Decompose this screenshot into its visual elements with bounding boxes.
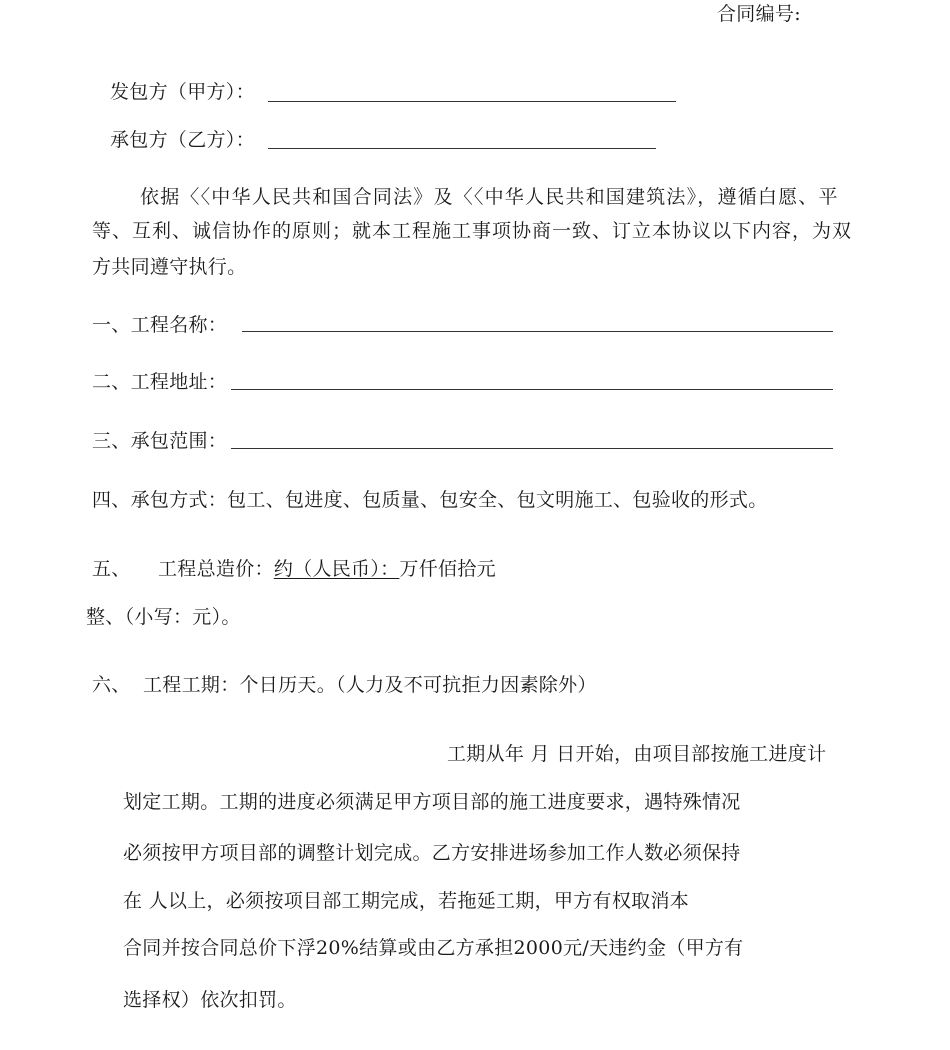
- party-a-blank-line: [268, 101, 676, 102]
- period-line-6: 选择权）依次扣罚。: [123, 989, 297, 1011]
- party-a-label: 发包方（甲方）：: [110, 81, 255, 103]
- intro-line-1: 依据〈〈中华人民共和国合同法》及〈〈中华人民共和国建筑法》，遵循白愿、平: [140, 186, 839, 208]
- project-name-label: 一、工程名称：: [92, 314, 228, 336]
- total-cost-line-2: 整、（小写：元）。: [86, 606, 241, 628]
- contract-scope-label: 三、承包范围：: [92, 430, 228, 452]
- contract-scope-blank-line: [231, 448, 833, 449]
- total-cost-line: [158, 557, 496, 581]
- party-b-label: 承包方（乙方）：: [110, 129, 255, 151]
- intro-line-2: 等、互利、诚信协作的原则；就本工程施工事项协商一致、订立本协议以下内容，为双: [92, 220, 853, 242]
- project-name-blank-line: [242, 331, 833, 332]
- contract-method-text: 四、承包方式：包工、包进度、包质量、包安全、包文明施工、包验收的形式。: [92, 489, 768, 511]
- project-address-blank-line: [231, 389, 833, 390]
- period-line-3: 必须按甲方项目部的调整计划完成。乙方安排进场参加工作人数必须保持: [123, 842, 741, 864]
- duration-text: 工程工期：个日历天。（人力及不可抗拒力因素除外）: [143, 674, 597, 696]
- item-6-number: 六、: [92, 674, 131, 696]
- total-cost-label: 工程总造价：: [158, 558, 274, 580]
- period-line-5: 合同并按合同总价下浮20%结算或由乙方承担2000元/天违约金（甲方有: [123, 937, 744, 959]
- period-line-1: 工期从年 月 日开始，由项目部按施工进度计: [447, 743, 827, 765]
- item-5-number: 五、: [92, 558, 131, 580]
- intro-line-3: 方共同遵守执行。: [92, 256, 247, 278]
- total-cost-amount: 万仟佰拾元: [399, 558, 496, 580]
- contract-number-label: 合同编号:: [717, 3, 801, 25]
- period-line-4: 在 人以上，必须按项目部工期完成，若拖延工期，甲方有权取消本: [123, 890, 690, 912]
- project-address-label: 二、工程地址：: [92, 371, 228, 393]
- period-line-2: 划定工期。工期的进度必须满足甲方项目部的施工进度要求，遇特殊情况: [123, 791, 741, 813]
- party-b-blank-line: [268, 148, 656, 149]
- total-cost-currency: 约（人民币）：: [273, 558, 400, 580]
